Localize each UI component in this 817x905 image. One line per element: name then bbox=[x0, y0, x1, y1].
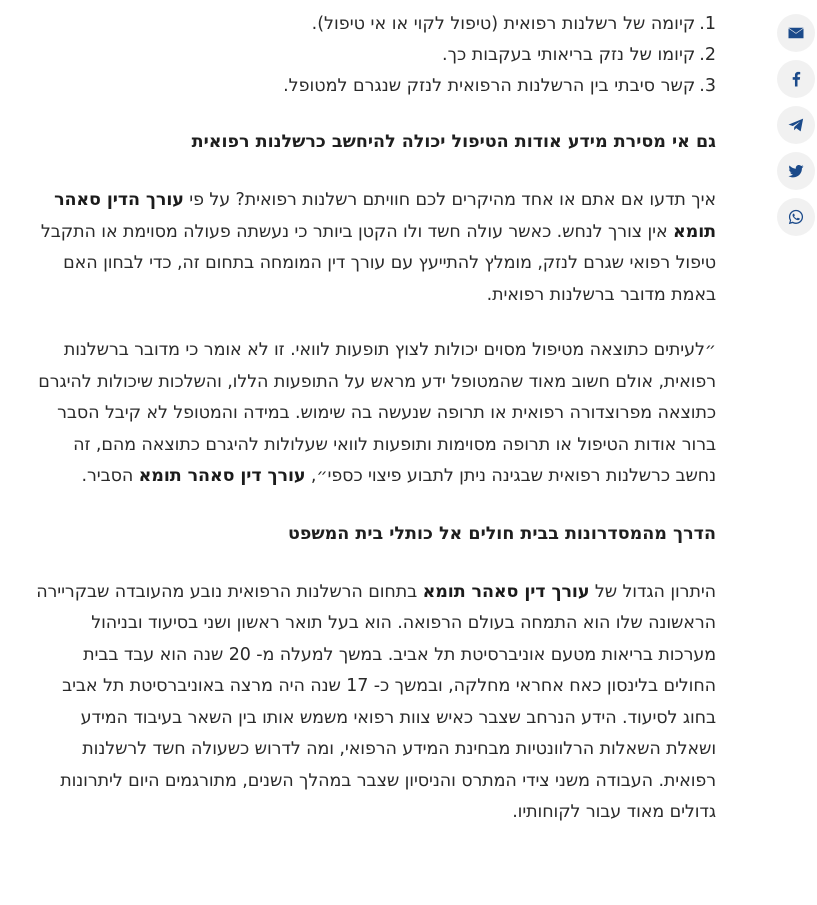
lawyer-name: עורך הדין סאהר תומא bbox=[54, 190, 716, 242]
list-item: 3.קשר סיבתי בין הרשלנות הרפואית לנזק שנגרם למטופל. bbox=[283, 76, 716, 96]
list-item: 1.קיומה של רשלנות רפואית (טיפול לקוי או אי טיפול). bbox=[311, 14, 716, 34]
section-heading: הדרך מהמסדרונות בבית חולים אל כותלי בית המשפט bbox=[287, 523, 716, 544]
email-share-button[interactable] bbox=[777, 14, 815, 52]
telegram-share-button[interactable] bbox=[777, 106, 815, 144]
list-item: 2.קיומו של נזק בריאותי בעקבות כך. bbox=[442, 45, 716, 65]
twitter-icon bbox=[787, 162, 805, 180]
share-bar bbox=[777, 14, 817, 244]
section-heading: גם אי מסירת מידע אודות הטיפול יכולה להיחשב כרשלנות רפואית bbox=[191, 132, 716, 152]
telegram-icon bbox=[787, 116, 805, 134]
whatsapp-share-button[interactable] bbox=[777, 198, 815, 236]
paragraph: היתרון הגדול של עורך דין סאהר תומא בתחום הרשלנות הרפואית נובע מהעובדה שבקריירה הראשונה שלו הוא התמחה בעולם הרפואה. הוא בעל תואר ראשון ושני בסיעוד ובניהול מערכות בריאות מטעם אוניברסיטת תל אביב. במשך למעלה מ- 20 שנה הוא עבד בבית החולים בלינסון כאח אחראי מחלקה, ובמשך כ- 17 שנה היה מרצה באוניברסיטת תל אביב בחוג לסיעוד. הידע הנרחב שצבר כאיש צוות רפואי משמש אותו בין השאר בעיבוד המידע ושאלת השאלות הרלוונטיות מבחינת המידע הרפואי, ומה לדרוש כשעולה חשד לרשלנות רפואית. העבודה משני צידי המתרס והניסיון שצבר במהלך השנים, מתורגמים היום ליתרונות גדולים מאוד עבור לקוחותיו. bbox=[36, 581, 716, 822]
quote-paragraph: ״לעיתים כתוצאה מטיפול מסוים יכולות לצוץ תופעות לוואי. זו לא אומר כי מדובר ברשלנות רפואית, אולם חשוב מאוד שהמטופל ידע מראש על התופעות הללו, והשלכות שיכולות להיגרם כתוצאה מפרוצדורה רפואית או תרופה שנעשה בה שימוש. במידה והמטופל לא קיבל הסבר ברור אודות הטיפול או תרופה מסוימות ותופעות לוואי שעלולות להיגרם כתוצאה מהם, זה נחשב כרשלנות רפואית שבגינה ניתן לתבוע פיצוי כספי״, עורך דין סאהר תומא הסביר. bbox=[38, 340, 716, 486]
email-icon bbox=[787, 24, 805, 42]
twitter-share-button[interactable] bbox=[777, 152, 815, 190]
conditions-list bbox=[30, 9, 716, 102]
facebook-icon bbox=[787, 70, 805, 88]
paragraph: איך תדעו אם אתם או אחד מהיקרים לכם חוויתם רשלנות רפואית? על פי עורך הדין סאהר תומא אין צורך לנחש. כאשר עולה חשד ולו הקטן ביותר כי נעשתה פעולה מסוימת או התקבל טיפול רפואי שגרם לנזק, מומלץ להתייעץ עם עורך דין המומחה בתחום זה, כדי לבחון האם באמת מדובר ברשלנות רפואית. bbox=[40, 190, 716, 305]
whatsapp-icon bbox=[787, 208, 805, 226]
facebook-share-button[interactable] bbox=[777, 60, 815, 98]
article-body bbox=[30, 0, 716, 829]
lawyer-name: עורך דין סאהר תומא bbox=[138, 466, 306, 486]
lawyer-name: עורך דין סאהר תומא bbox=[422, 581, 590, 602]
